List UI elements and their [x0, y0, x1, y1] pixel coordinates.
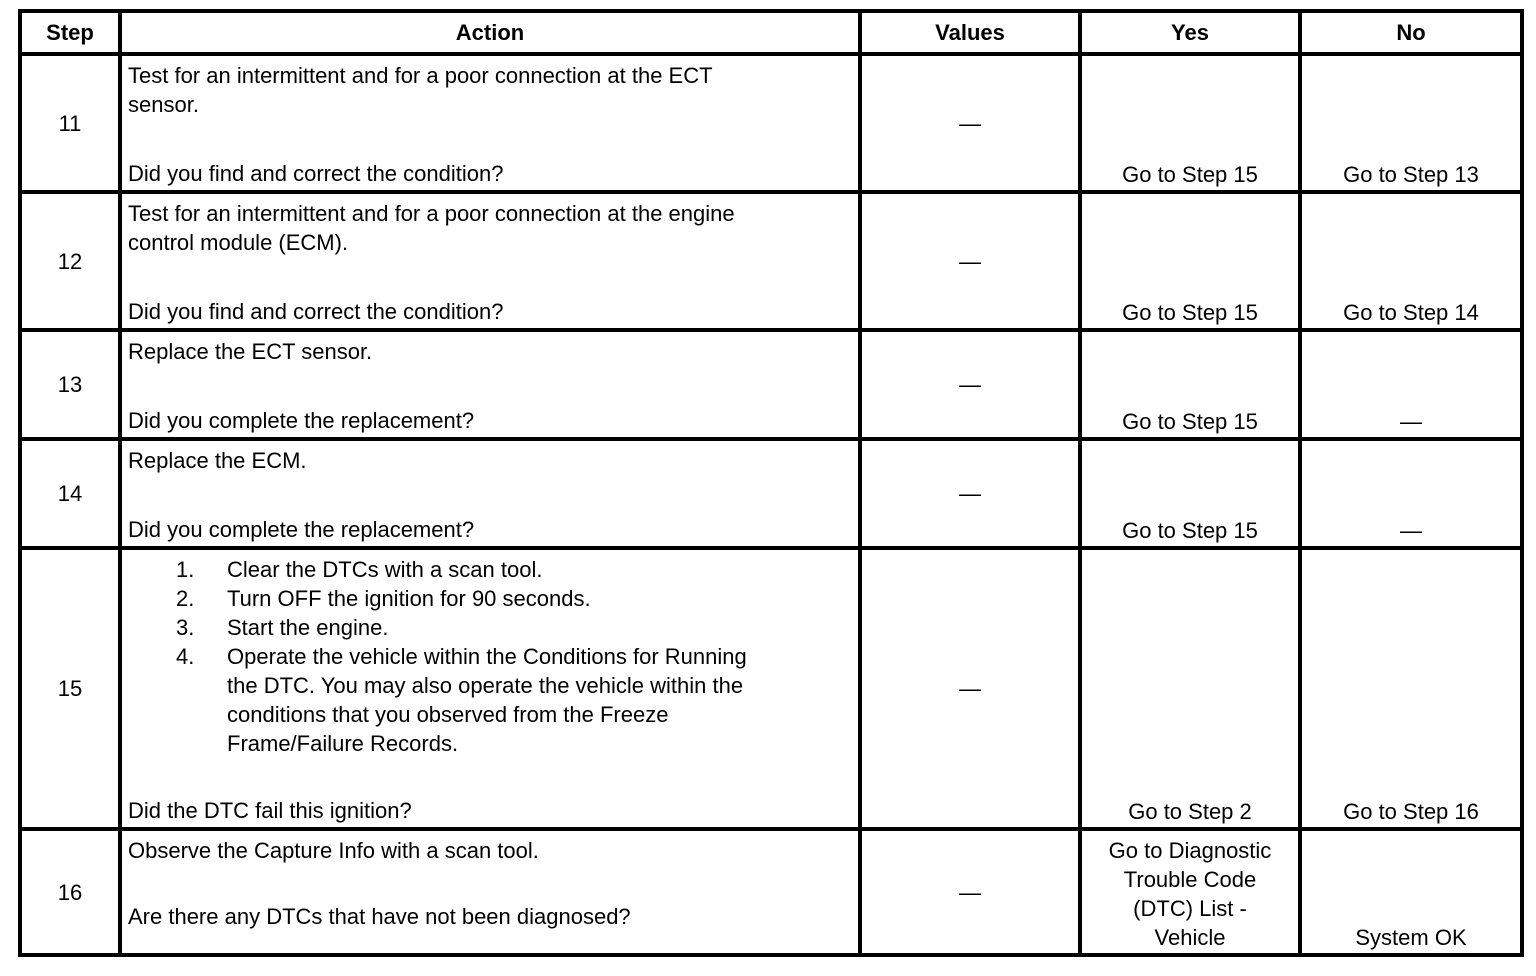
no-cell [1300, 439, 1522, 548]
values-cell: — [860, 192, 1080, 330]
action-line: Test for an intermittent and for a poor connection at the engine [128, 201, 735, 226]
item-line: the DTC. You may also operate the vehicle within the [227, 673, 744, 698]
action-question: Did you complete the replacement? [128, 408, 475, 433]
action-text: Replace the ECM. [128, 448, 307, 473]
item-number: 4. [176, 644, 195, 669]
procedure-item [176, 555, 852, 584]
item-line: Frame/Failure Records. [227, 731, 459, 756]
yes-cell [1080, 829, 1300, 955]
action-cell [120, 54, 860, 192]
header-row [20, 11, 1522, 54]
no-cell [1300, 192, 1522, 330]
yes-link[interactable]: Go to Step 15 [1122, 162, 1258, 187]
item-line: conditions that you observed from the Freeze [227, 702, 669, 727]
table-row [20, 829, 1522, 955]
no-value: System OK [1355, 925, 1467, 950]
no-cell [1300, 548, 1522, 829]
action-line: sensor. [128, 92, 199, 117]
action-text [128, 61, 852, 119]
yes-link[interactable] [1082, 836, 1298, 952]
yes-link-line: Vehicle [1154, 925, 1226, 950]
no-link[interactable]: Go to Step 13 [1343, 162, 1479, 187]
item-line: Turn OFF the ignition for 90 seconds. [227, 586, 591, 611]
procedure-item [176, 642, 852, 758]
table-row [20, 548, 1522, 829]
action-text: Observe the Capture Info with a scan tool. [128, 838, 539, 863]
header-yes: Yes [1080, 11, 1300, 54]
yes-link-line: Go to Diagnostic [1108, 838, 1272, 863]
item-line: Clear the DTCs with a scan tool. [227, 557, 543, 582]
table-row [20, 330, 1522, 439]
no-value: — [1400, 409, 1422, 434]
action-cell [120, 192, 860, 330]
yes-link[interactable]: Go to Step 15 [1122, 518, 1258, 543]
values-cell: — [860, 829, 1080, 955]
header-step: Step [20, 11, 120, 54]
action-text [128, 199, 852, 257]
action-cell [120, 439, 860, 548]
header-no: No [1300, 11, 1522, 54]
action-cell [120, 829, 860, 955]
no-cell [1300, 54, 1522, 192]
values-cell: — [860, 548, 1080, 829]
procedure-list [128, 555, 852, 758]
action-question: Did you find and correct the condition? [128, 161, 504, 186]
action-question: Did the DTC fail this ignition? [128, 798, 412, 823]
no-cell [1300, 330, 1522, 439]
diagnostic-table [18, 9, 1524, 957]
no-cell [1300, 829, 1522, 955]
header-values: Values [860, 11, 1080, 54]
table-row [20, 54, 1522, 192]
action-line: control module (ECM). [128, 230, 349, 255]
no-link[interactable]: Go to Step 14 [1343, 300, 1479, 325]
yes-link[interactable]: Go to Step 15 [1122, 409, 1258, 434]
action-question: Are there any DTCs that have not been diagnosed? [128, 904, 631, 929]
yes-cell [1080, 330, 1300, 439]
yes-link-line: (DTC) List - [1133, 896, 1247, 921]
table-row [20, 192, 1522, 330]
values-cell: — [860, 330, 1080, 439]
yes-link-line: Trouble Code [1123, 867, 1257, 892]
yes-cell [1080, 192, 1300, 330]
no-value: — [1400, 518, 1422, 543]
step-number: 16 [20, 829, 120, 955]
yes-cell [1080, 439, 1300, 548]
action-question: Did you find and correct the condition? [128, 299, 504, 324]
yes-link[interactable]: Go to Step 15 [1122, 300, 1258, 325]
step-number: 12 [20, 192, 120, 330]
yes-cell [1080, 54, 1300, 192]
item-line: Start the engine. [227, 615, 389, 640]
action-question: Did you complete the replacement? [128, 517, 475, 542]
step-number: 13 [20, 330, 120, 439]
item-line: Operate the vehicle within the Conditions for Running [227, 644, 747, 669]
no-link[interactable]: Go to Step 16 [1343, 799, 1479, 824]
procedure-item [176, 584, 852, 613]
item-number: 1. [176, 557, 195, 582]
values-cell: — [860, 439, 1080, 548]
action-cell [120, 330, 860, 439]
step-number: 11 [20, 54, 120, 192]
action-text: Replace the ECT sensor. [128, 339, 373, 364]
yes-link[interactable]: Go to Step 2 [1128, 799, 1252, 824]
procedure-item [176, 613, 852, 642]
header-action: Action [120, 11, 860, 54]
action-line: Test for an intermittent and for a poor connection at the ECT [128, 63, 713, 88]
step-number: 14 [20, 439, 120, 548]
step-number: 15 [20, 548, 120, 829]
action-cell [120, 548, 860, 829]
table-row [20, 439, 1522, 548]
item-number: 2. [176, 586, 195, 611]
yes-cell [1080, 548, 1300, 829]
item-number: 3. [176, 615, 195, 640]
values-cell: — [860, 54, 1080, 192]
